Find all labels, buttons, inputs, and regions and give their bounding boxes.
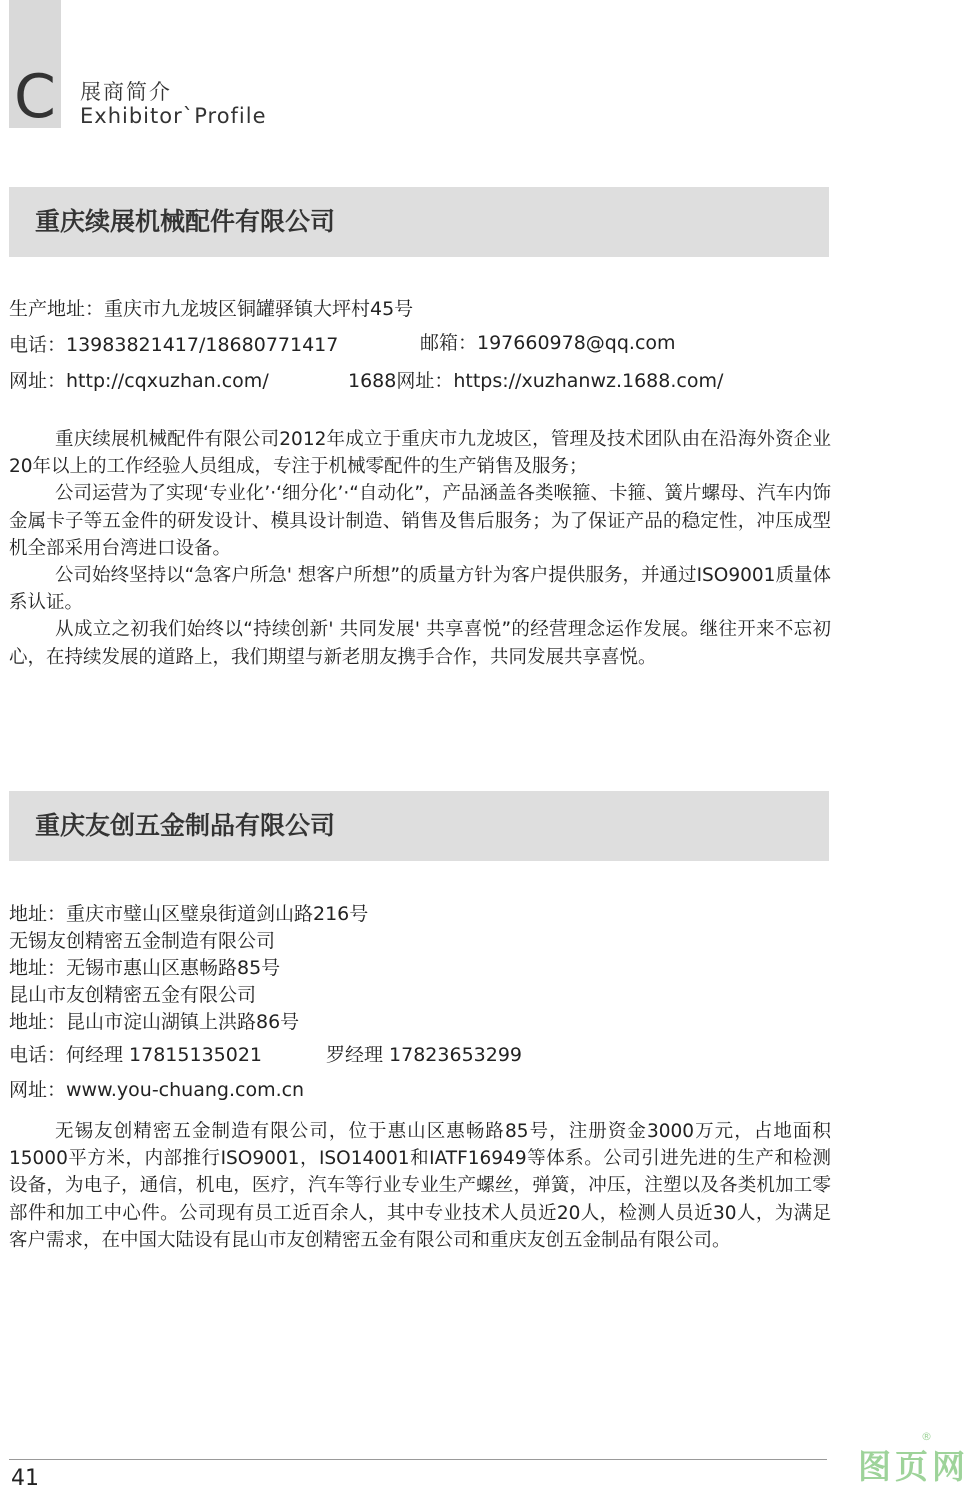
company2-branch-name: 无锡友创精密五金制造有限公司 [9,930,276,952]
company2-description [9,1118,831,1254]
company2-paragraph: 无锡友创精密五金制造有限公司，位于惠山区惠畅路85号，注册资金3000万元，占地面积15000平方米，内部推行ISO9001，ISO14001和IATF16949等体系。公司引进先进的生产和检测设备，为电子，通信，机电，医疗，汽车等行业专业生产螺丝，弹簧，冲压，注塑以及各类机加工零部件和加工中心件。公司现有员工近百余人，其中专业技术人员近20人，检测人员近30人，为满足客户需求，在中国大陆设有昆山市友创精密五金有限公司和重庆友创五金制品有限公司。 [9,1121,831,1251]
watermark-logo: 图页网 [858,1447,969,1486]
company1-paragraph: 从成立之初我们始终以“持续创新' 共同发展' 共享喜悦”的经营理念运作发展。继往开来不忘初心，在持续发展的道路上，我们期望与新老朋友携手合作，共同发展共享喜悦。 [9,619,831,668]
registered-mark-icon: ® [921,1430,932,1443]
company2-phone: 电话：何经理 17815135021 [9,1044,263,1066]
company1-paragraph: 公司始终坚持以“急客户所急' 想客户所想”的质量方针为客户提供服务，并通过ISO9001质量体系认证。 [9,565,831,614]
company2-name: 重庆友创五金制品有限公司 [35,811,336,840]
company1-paragraph: 公司运营为了实现‘专业化’·‘细分化’·“自动化”，产品涵盖各类喉箍、卡箍、簧片螺母、汽车内饰金属卡子等五金件的研发设计、模具设计制造、销售及售后服务；为了保证产品的稳定性，冲压成型机全部采用台湾进口设备。 [9,483,831,559]
company1-paragraph: 重庆续展机械配件有限公司2012年成立于重庆市九龙坡区，管理及技术团队由在沿海外资企业20年以上的工作经验人员组成，专注于机械零配件的生产销售及服务； [9,429,831,478]
company2-branch-address: 地址：昆山市淀山湖镇上洪路86号 [9,1011,300,1033]
section-title-en: Exhibitor`Profile [80,104,267,128]
company2-branch-address: 地址：无锡市惠山区惠畅路85号 [9,957,281,979]
page-number: 41 [11,1466,39,1491]
company1-phone: 电话：13983821417/18680771417 [9,334,339,356]
company1-description [9,426,831,671]
section-title-cn: 展商简介 [80,80,172,104]
company1-website-1688[interactable]: 1688网址：https://xuzhanwz.1688.com/ [348,370,724,392]
company2-website[interactable]: 网址：www.you-chuang.com.cn [9,1079,305,1101]
company2-address: 地址：重庆市璧山区璧泉街道剑山路216号 [9,903,369,925]
company2-header [9,791,829,861]
company1-website[interactable]: 网址：http://cqxuzhan.com/ [9,370,269,392]
company1-header [9,187,829,257]
company2-branch-name: 昆山市友创精密五金有限公司 [9,984,257,1006]
footer-divider [9,1459,827,1460]
company1-email: 邮箱：197660978@qq.com [420,332,676,354]
company2-phone-2: 罗经理 17823653299 [326,1044,523,1066]
section-letter: C [14,62,56,132]
company1-address: 生产地址：重庆市九龙坡区铜罐驿镇大坪村45号 [9,298,414,320]
company1-name: 重庆续展机械配件有限公司 [35,207,336,236]
